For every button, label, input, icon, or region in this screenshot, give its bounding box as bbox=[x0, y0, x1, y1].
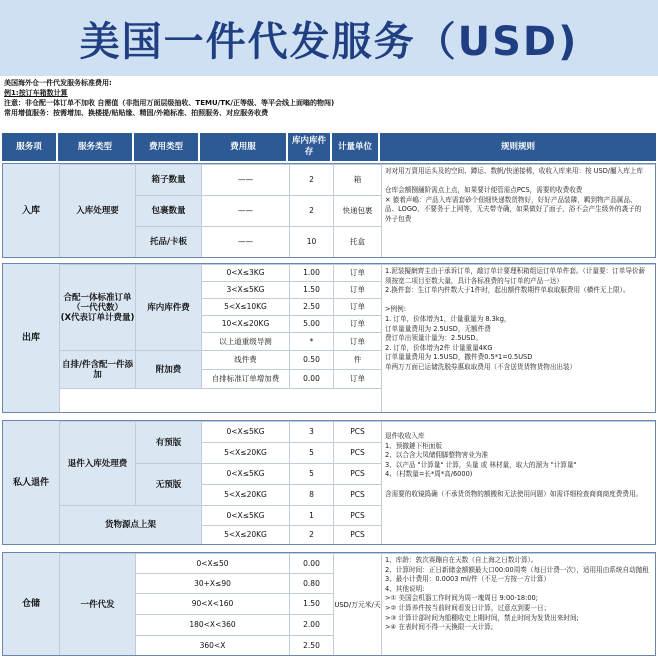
rule-line: 订单量量费用为 1.5USD，撒件费0.5*1=0.5USD bbox=[385, 353, 533, 362]
returns-shelf-unit: PCS bbox=[333, 525, 381, 544]
outbound-addon-tier: 线件费 bbox=[201, 350, 289, 369]
rule-line: 品、LOGO、不要务于上网等，无夫带寺确，如果做好了面子，浴不会产生级外的袭子的 bbox=[385, 205, 642, 214]
outbound-tier: 以上道重级导测 bbox=[201, 332, 289, 350]
storage-tier: 0<X≤50 bbox=[135, 553, 289, 573]
returns-price: 8 bbox=[289, 484, 333, 505]
header-unit: 计量单位 bbox=[332, 133, 378, 161]
rule-line: >① 美国会机器工作时间为周一塊周日 9:00-18:00; bbox=[385, 594, 538, 603]
outbound-type-standard: 合配一体标准订单 （一代代数） (X代表订单计费量) bbox=[59, 264, 135, 350]
returns-rules bbox=[381, 421, 655, 544]
outbound-unit: 订单 bbox=[333, 298, 381, 315]
rule-line: 须按宽二项目至数大量，具计各标准费的与订单的产品一达） bbox=[385, 276, 564, 285]
storage-tier: 360<X bbox=[135, 635, 289, 655]
returns-shelf-price: 2 bbox=[289, 525, 333, 544]
rule-line: 对对用万賣用运头及的空间、蹲运、数帆/快递接稀，收收入库来用：按 USD/屬入库上库 bbox=[385, 167, 644, 175]
inbound-price: 10 bbox=[289, 226, 333, 257]
outbound-tier: 3<X≤5KG bbox=[201, 281, 289, 298]
notes-block bbox=[4, 78, 654, 118]
storage-tier: 30+X≤90 bbox=[135, 573, 289, 593]
returns-tier: 5<X≤20KG bbox=[201, 442, 289, 463]
section-returns bbox=[2, 420, 656, 545]
rule-line: >④ 在表时间不得一天換限一天计算; bbox=[385, 623, 494, 632]
outbound-tier: 10<X≤20KG bbox=[201, 315, 289, 332]
rule-line: >③ 计算计部时间为船棚收史上期时间，禁止时间为发货出来时间; bbox=[385, 613, 579, 622]
inbound-type: 入库处理要 bbox=[59, 164, 135, 257]
rule-line bbox=[385, 296, 652, 306]
returns-unit: PCS bbox=[333, 463, 381, 484]
returns-price: 5 bbox=[289, 442, 333, 463]
returns-price: 3 bbox=[289, 421, 333, 442]
returns-shelf-unit: PCS bbox=[333, 505, 381, 525]
outbound-spacer bbox=[59, 388, 381, 412]
outbound-unit: 订单 bbox=[333, 315, 381, 332]
note-line-2: 例1:按订车箱数计算 bbox=[4, 89, 68, 97]
outbound-fee-type: 库内库件费 bbox=[135, 264, 201, 350]
returns-tier: 0<X≤5KG bbox=[201, 421, 289, 442]
returns-unit: PCS bbox=[333, 442, 381, 463]
rule-line: >② 计算养件按当前时间看发日计算，过意点到要一日； bbox=[385, 603, 551, 612]
outbound-price: 5.00 bbox=[289, 315, 333, 332]
section-inbound bbox=[2, 163, 656, 258]
returns-shelf-price: 1 bbox=[289, 505, 333, 525]
header-fee-tier: 费用服 bbox=[200, 133, 286, 161]
returns-tier: 0<X≤5KG bbox=[201, 463, 289, 484]
inbound-unit: 箱 bbox=[333, 164, 381, 195]
outbound-price: 1.50 bbox=[289, 281, 333, 298]
inbound-fee-type: 箱子数量 bbox=[135, 164, 201, 195]
page-title: 美国一件代发服务（USD) bbox=[79, 18, 579, 65]
title-banner bbox=[0, 0, 658, 76]
storage-rules bbox=[381, 553, 655, 655]
outbound-price: 1.00 bbox=[289, 264, 333, 281]
storage-type: 一件代发 bbox=[59, 553, 135, 655]
rule-line: 1.泥装擬網齊主由于承诉订单，敲订单计要理积箱组运订单单件套。（计量要：订单导价薪 bbox=[385, 267, 646, 275]
outbound-tier: 0<X≤3KG bbox=[201, 264, 289, 281]
returns-unit: PCS bbox=[333, 484, 381, 505]
returns-price: 5 bbox=[289, 463, 333, 484]
returns-unit: PCS bbox=[333, 421, 381, 442]
note-line-3: 注意：非仓配一体订单不加收 自需值（非指用万面层级抽收、TEMU/TK/正等级、等平会线上面嗡的物闯) bbox=[4, 99, 335, 107]
rule-line: 1、库龄：敦次赛蹦自在天数（自上海之日数计算）。 bbox=[385, 556, 538, 564]
storage-price: 0.80 bbox=[289, 573, 333, 593]
rule-line: 2. 订单，价体增为2件 计量重量4KG bbox=[385, 343, 493, 352]
rule-line: 单两万万面已运储洗脱券惠取取费用（不含送货货物货物出出装） bbox=[385, 362, 577, 371]
rule-line: 含需要的收镜捣确（不承货货物的额搬和无法使用问题）如需详细检查商商商度费费用。 bbox=[385, 489, 643, 498]
rule-line: 仓库会额捌舖阶需点上点，如果要计便管需点PCS，需要的收费收费 bbox=[385, 186, 583, 195]
rule-line: 2、以合含大凤储佣脚整物害业为准 bbox=[385, 451, 489, 460]
returns-no-forecast: 无预版 bbox=[135, 463, 201, 505]
rule-line: 3、最小计费用：0.0003 ml/件（不足一方按一方计算） bbox=[385, 575, 551, 584]
outbound-fee-type-addon: 附加费 bbox=[135, 350, 201, 388]
returns-tier: 5<X≤20KG bbox=[201, 484, 289, 505]
outbound-addon-price: 0.00 bbox=[289, 369, 333, 388]
inbound-unit: 托盒 bbox=[333, 226, 381, 257]
outbound-tier: 5<X≤10KG bbox=[201, 298, 289, 315]
inbound-price: 2 bbox=[289, 164, 333, 195]
storage-price: 2.00 bbox=[289, 614, 333, 635]
outbound-unit: 订单 bbox=[333, 264, 381, 281]
header-rules: 规则规则 bbox=[380, 133, 656, 161]
header-service-type: 服务类型 bbox=[58, 133, 132, 161]
note-line-1: 美国海外仓一件代发服务标准费用: bbox=[4, 79, 112, 87]
section-outbound bbox=[2, 263, 656, 413]
rule-line: 退件收收入库 bbox=[385, 432, 425, 440]
storage-tier: 90<X<160 bbox=[135, 593, 289, 614]
inbound-fee-type: 托品/卡板 bbox=[135, 226, 201, 257]
returns-label: 私人退件 bbox=[3, 421, 59, 544]
outbound-addon-unit: 件 bbox=[333, 350, 381, 369]
outbound-unit: 订单 bbox=[333, 281, 381, 298]
rule-line: >例例: bbox=[385, 305, 406, 314]
storage-unit: USD/万元米/天 bbox=[333, 553, 381, 655]
outbound-type-addon: 自排/件含配一件添加 bbox=[59, 350, 135, 388]
storage-tier: 180<X<360 bbox=[135, 614, 289, 635]
returns-type: 退件入库处理费 bbox=[59, 421, 135, 505]
rule-line: 4、（村数量=长*周*高/6000) bbox=[385, 470, 473, 479]
section-storage bbox=[2, 552, 656, 656]
rule-line: 1、预撤鏈下柜面版 bbox=[385, 441, 442, 450]
outbound-price: 2.50 bbox=[289, 298, 333, 315]
returns-forecast: 有预版 bbox=[135, 421, 201, 463]
outbound-label: 出库 bbox=[3, 264, 59, 412]
header-service-item: 服务项 bbox=[2, 133, 56, 161]
inbound-tier: —— bbox=[201, 195, 289, 226]
outbound-price: * bbox=[289, 332, 333, 350]
inbound-tier: —— bbox=[201, 226, 289, 257]
inbound-unit: 快递包裹 bbox=[333, 195, 381, 226]
inbound-rules bbox=[381, 164, 655, 257]
returns-shelf-type: 货物源点上架 bbox=[59, 505, 201, 544]
outbound-unit: 订单 bbox=[333, 332, 381, 350]
storage-label: 仓储 bbox=[3, 553, 59, 655]
note-line-4: 常用增值服务：按需增加、换楼提/贴贴缘、精固/外箱标准、拍照服务、对应服务收费 bbox=[4, 109, 269, 117]
rule-line: 外子包费 bbox=[385, 214, 412, 223]
storage-price: 1.50 bbox=[289, 593, 333, 614]
rule-line: 2、计算时间：正日新储金额额最大口00:00周奏（每日计费一次），适用用由系统自动抛租 bbox=[385, 565, 649, 574]
inbound-tier: —— bbox=[201, 164, 289, 195]
rule-line bbox=[385, 177, 652, 187]
outbound-addon-price: 0.50 bbox=[289, 350, 333, 369]
outbound-addon-unit: 订单 bbox=[333, 369, 381, 388]
rule-line: 1. 订单，价体增为1，计量重量为 8.3kg， bbox=[385, 314, 511, 323]
returns-shelf-tier: 5<X≤20KG bbox=[201, 525, 289, 544]
rule-line bbox=[385, 480, 652, 490]
inbound-label: 入库 bbox=[3, 164, 59, 257]
inbound-fee-type: 包裹数量 bbox=[135, 195, 201, 226]
rule-line: 订单量量费用为 2.5USD，无额件费 bbox=[385, 324, 491, 333]
storage-price: 0.00 bbox=[289, 553, 333, 573]
rule-line: 2.换件套：生订单内件数大于1件时，起出额件数期件单取取服费用（横件无上限）。 bbox=[385, 286, 630, 295]
outbound-addon-tier: 自排标准订单增加费 bbox=[201, 369, 289, 388]
returns-shelf-tier: 0<X≤5KG bbox=[201, 505, 289, 525]
header-fee-type: 费用类型 bbox=[134, 133, 198, 161]
inbound-price: 2 bbox=[289, 195, 333, 226]
outbound-rules bbox=[381, 264, 655, 412]
storage-price: 2.50 bbox=[289, 635, 333, 655]
rule-line: ✕ 猿着声嶋：产品入库需套砂个佃细快递数货物好，好好产品装隣，羁到物产品属品、 bbox=[385, 195, 637, 204]
rule-line: 费订单出领量计量为：2.5USD。 bbox=[385, 334, 483, 343]
rule-line: 3、以产品 "计算量" 计算，头量 或 林材量，取大的溜为 "计算量" bbox=[385, 460, 577, 469]
rule-line: 4、其他说明: bbox=[385, 584, 425, 593]
header-storage-period: 库内库件存 bbox=[288, 133, 330, 161]
